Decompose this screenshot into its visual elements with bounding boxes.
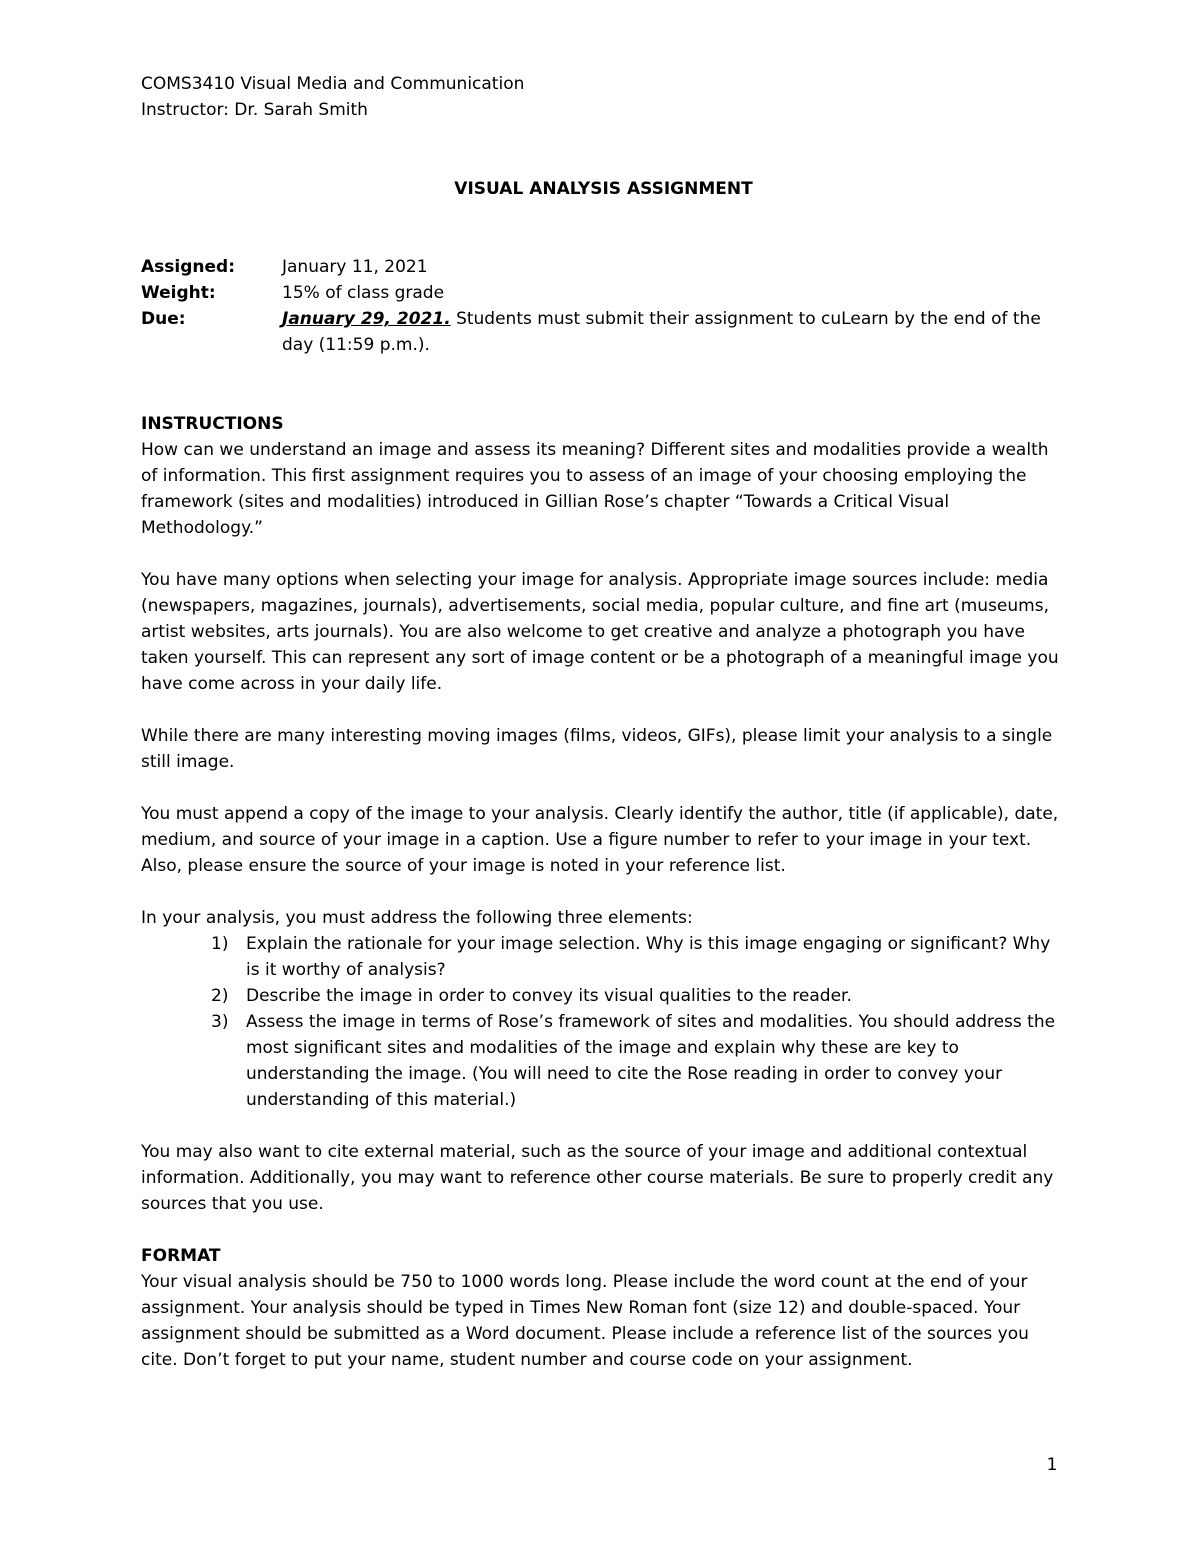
- instructions-paragraph-2: You have many options when selecting your image for analysis. Appropriate image sources include: media (newspapers, magazines, journals), advertisements, social media, popular culture, and fine art (museums, artist websites, arts journals). You are also welcome to get creative and analyze a photograph you have taken yourself. This can represent any sort of image content or be a photograph of a meaningful image you have come across in your daily life.: [141, 570, 1059, 694]
- assigned-row: [141, 254, 1066, 280]
- assigned-value: January 11, 2021: [282, 257, 428, 277]
- due-value: [282, 306, 1066, 358]
- weight-row: [141, 280, 1066, 306]
- list-item-number: 2): [211, 986, 229, 1006]
- instructions-heading: INSTRUCTIONS: [141, 414, 284, 434]
- format-paragraph: Your visual analysis should be 750 to 1000 words long. Please include the word count at the end of your assignment. Your analysis should be typed in Times New Roman font (size 12) and double-spaced. Your assignment should be submitted as a Word document. Please include a reference list of the sources you cite. Don’t forget to put your name, student number and course code on your assignment.: [141, 1272, 1029, 1370]
- assignment-meta: [141, 254, 1066, 358]
- list-item: [141, 931, 1066, 983]
- course-title: COMS3410 Visual Media and Communication: [141, 74, 525, 94]
- document-content: [141, 71, 1066, 1373]
- instructions-paragraph-1: How can we understand an image and assess its meaning? Different sites and modalities provide a wealth of information. This first assignment requires you to assess of an image of your choosing employing the framework (sites and modalities) introduced in Gillian Rose’s chapter “Towards a Critical Visual Methodology.”: [141, 440, 1049, 538]
- list-item-text: Assess the image in terms of Rose’s framework of sites and modalities. You should address the most significant sites and modalities of the image and explain why these are key to understanding the image. (You will need to cite the Rose reading in order to convey your understanding of this material.): [246, 1012, 1056, 1110]
- list-item-text: Describe the image in order to convey its visual qualities to the reader.: [246, 986, 852, 1006]
- due-label: Due:: [141, 309, 186, 329]
- assigned-label: Assigned:: [141, 257, 235, 277]
- due-date: January 29, 2021.: [282, 309, 451, 329]
- due-instructions: Students must submit their assignment to cuLearn by the end of the day (11:59 p.m.).: [282, 309, 1041, 355]
- page-number: 1: [1046, 1455, 1058, 1475]
- instructor-name: Instructor: Dr. Sarah Smith: [141, 100, 368, 120]
- list-intro: In your analysis, you must address the following three elements:: [141, 908, 693, 928]
- weight-value: 15% of class grade: [282, 283, 445, 303]
- requirements-list: [141, 931, 1066, 1113]
- weight-label: Weight:: [141, 283, 216, 303]
- list-item: [141, 983, 1066, 1009]
- list-item-number: 3): [211, 1012, 229, 1032]
- due-row: [141, 306, 1066, 358]
- list-item: [141, 1009, 1066, 1113]
- list-item-number: 1): [211, 934, 229, 954]
- assignment-title: VISUAL ANALYSIS ASSIGNMENT: [454, 179, 753, 199]
- format-heading: FORMAT: [141, 1246, 221, 1266]
- list-item-text: Explain the rationale for your image selection. Why is this image engaging or significant? Why is it worthy of analysis?: [246, 934, 1051, 980]
- instructions-paragraph-5: You may also want to cite external material, such as the source of your image and additional contextual information. Additionally, you may want to reference other course materials. Be sure to properly credit any sources that you use.: [141, 1142, 1054, 1214]
- instructions-paragraph-3: While there are many interesting moving images (films, videos, GIFs), please limit your analysis to a single still image.: [141, 726, 1053, 772]
- instructions-paragraph-4: You must append a copy of the image to your analysis. Clearly identify the author, title (if applicable), date, medium, and source of your image in a caption. Use a figure number to refer to your image in your text. Also, please ensure the source of your image is noted in your reference list.: [141, 804, 1059, 876]
